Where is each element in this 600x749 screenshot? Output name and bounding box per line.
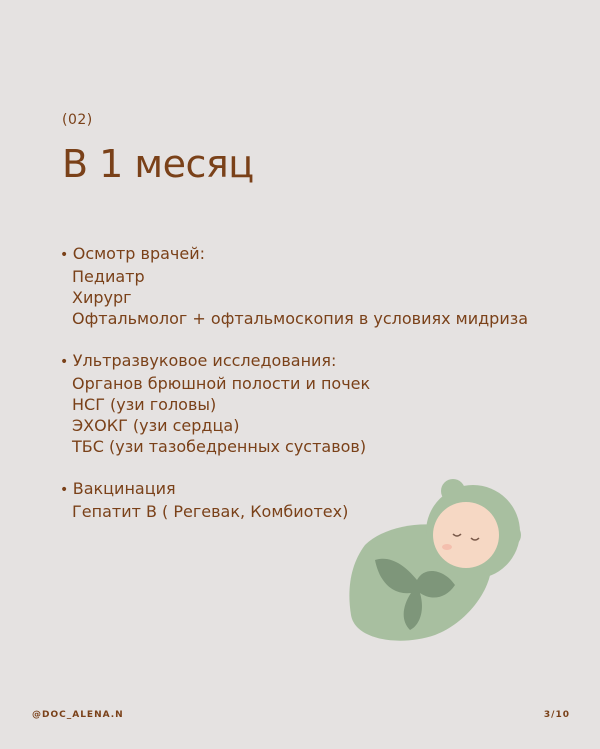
page-counter: 3/10 xyxy=(543,710,570,720)
section-title: • Ультразвуковое исследования: xyxy=(60,350,528,373)
section-ultrasound xyxy=(60,350,528,457)
page-title: В 1 месяц xyxy=(62,142,254,186)
list-item: Гепатит В ( Регевак, Комбиотех) xyxy=(72,502,349,521)
section-doctors xyxy=(60,243,528,329)
cheek-icon xyxy=(442,544,452,550)
swaddled-baby-illustration xyxy=(345,475,535,645)
footer-handle: @DOC_ALENA.N xyxy=(32,710,124,720)
list-item: ТБС (узи тазобедренных суставов) xyxy=(72,437,367,456)
list-item: Педиатр xyxy=(72,267,145,286)
list-item: Хирург xyxy=(72,288,132,307)
list-item: НСГ (узи головы) xyxy=(72,395,217,414)
baby-face xyxy=(433,502,499,568)
section-title: • Вакцинация xyxy=(60,478,528,501)
list-item: Органов брюшной полости и почек xyxy=(72,374,371,393)
section-title: • Осмотр врачей: xyxy=(60,243,528,266)
list-item: ЭХОКГ (узи сердца) xyxy=(72,416,240,435)
slide-number: (02) xyxy=(62,112,93,128)
list-item: Офтальмолог + офтальмоскопия в условиях мидриза xyxy=(72,309,529,328)
